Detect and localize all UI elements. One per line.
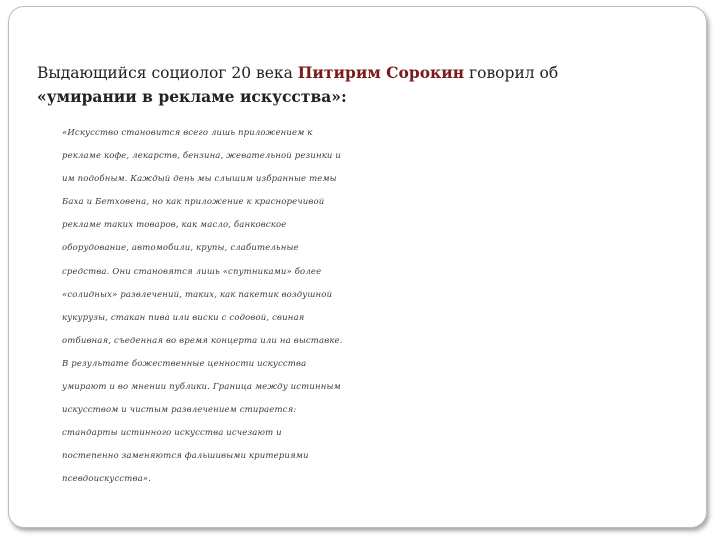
quote-line: «Искусство становится всего лишь приложением к xyxy=(62,128,313,138)
quote-line: умирают и во мнении публики. Граница между истинным xyxy=(62,382,341,393)
intro-prefix: Выдающийся социолог 20 века xyxy=(37,64,298,82)
quote-line: искусством и чистым развлечением стирается: xyxy=(62,405,297,416)
intro-paragraph xyxy=(37,61,687,109)
quote-line: псевдоискусства». xyxy=(62,474,152,485)
author-name: Питирим Сорокин xyxy=(297,63,465,82)
quote-line: Баха и Бетховена, но как приложение к красноречивой xyxy=(62,197,325,208)
key-phrase: «умирании в рекламе искусства»: xyxy=(37,87,347,106)
quote-block xyxy=(62,122,702,492)
intro-middle: говорил об xyxy=(464,64,559,82)
quote-line: кукурузы, стакан пива или виски с содовой, свиная xyxy=(62,312,305,323)
content-card xyxy=(8,6,707,528)
quote-line: постепенно заменяются фальшивыми критериями xyxy=(62,451,309,462)
quote-line: оборудование, автомобили, крупы, слабительные xyxy=(62,243,299,254)
quote-line: им подобным. Каждый день мы слышим избранные темы xyxy=(62,174,337,185)
quote-line: стандарты истинного искусства исчезают и xyxy=(62,428,282,439)
quote-line: рекламе кофе, лекарств, бензина, жевательной резинки и xyxy=(62,151,342,162)
quote-line: рекламе таких товаров, как масло, банковское xyxy=(62,220,287,231)
quote-line: средства. Они становятся лишь «спутниками» более xyxy=(62,266,322,277)
quote-line: «солидных» развлечений, таких, как пакетик воздушной xyxy=(62,289,333,300)
quote-line: отбивная, съеденная во время концерта или на выставке. xyxy=(62,335,343,346)
quote-line: В результате божественные ценности искусства xyxy=(62,358,307,369)
